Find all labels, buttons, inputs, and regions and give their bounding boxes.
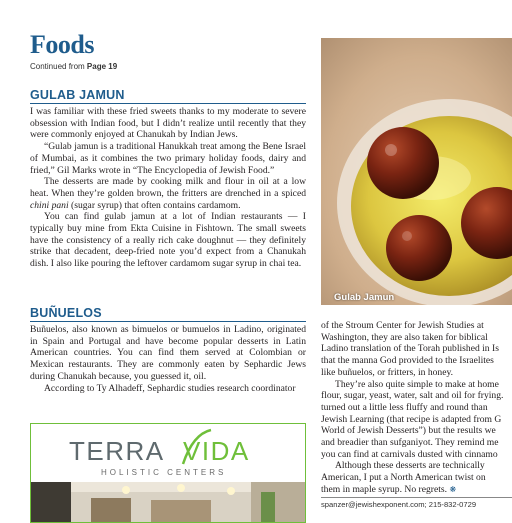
right-p1-line: of the Stroum Center for Jewish Studies at: [321, 320, 484, 331]
continued-prefix: Continued from: [30, 62, 87, 71]
right-p3-line: [321, 484, 512, 496]
right-p2-line: you can find at carnivals dusted with cinnamo: [321, 448, 498, 460]
bunuelos-paragraph-2: According to Ty Alhadeff, Sephardic studies research coordinator: [44, 382, 296, 394]
right-p2-line: flour, sugar, yeast, water, salt and oil for frying.: [321, 390, 504, 402]
right-p2-line: World of Jewish Desserts”) but the results we: [321, 425, 496, 437]
ad-logo-vida: VIDA: [183, 436, 250, 466]
gulab-paragraph-1: I was familiar with these fried sweets thanks to my moderate to severe obsession with Indian food, but I didn’t realize until recently that they were commonly enjoyed at Chanukah by Indian Jews.: [30, 106, 306, 141]
author-contact[interactable]: spanzer@jewishexponent.com; 215-832-0729: [321, 500, 477, 509]
right-p1-line: Ladino translation of the Torah published in Is: [321, 343, 499, 355]
continued-from-line: [30, 62, 117, 71]
right-p1-line: like buñuelos, or fritters, in honey.: [321, 366, 454, 378]
ad-logo-terra: TERRA: [69, 436, 165, 466]
leaf-swoosh-icon: [179, 428, 215, 468]
bunuelos-paragraph-1: Buñuelos, also known as bimuelos or bumuelos in Ladino, originated in Spain and Portugal and have become popular desserts in Latin American countries. You can find them served at Colombian or Mexican restaurants. They are commonly eaten by Sephardic Jews during Chanukah because, you guessed it, oil.: [30, 324, 306, 382]
ad-interior-photo: [31, 482, 306, 523]
right-p3-line: Although these desserts are technically: [335, 460, 485, 472]
gulab-paragraph-2: “Gulab jamun is a traditional Hanukkah treat among the Bene Israel of Mumbai, as it combines the two primary holiday foods, dairy and fried,” Gil Marks wrote in “The Encyclopedia of Jewish Food.”: [30, 141, 306, 176]
right-p2-line: Jewish Learning (that recipe is adapted from G: [321, 413, 502, 425]
heading-rule: [30, 103, 306, 104]
end-mark-icon: ❋: [449, 484, 457, 494]
gulab-p3-text-a: The desserts are made by cooking milk and flour in oil at a low heat. When they’re golden brown, the fritters are drenched in a spiced: [30, 176, 306, 199]
gulab-p3-term: chini pani: [30, 199, 69, 211]
right-p3-line: American, I put a North American twist on: [321, 472, 486, 484]
article-right-column: [321, 320, 512, 496]
gulab-jamun-image: [321, 38, 512, 305]
footer-rule: [321, 497, 512, 498]
gulab-jamun-photo: [321, 38, 512, 305]
right-p2-line: and breadier than sufganiyot. They remind me: [321, 437, 499, 449]
gulab-p3-text-b: (sugar syrup) that often contains cardamom.: [68, 199, 241, 211]
photo-caption: Gulab Jamun: [334, 292, 395, 303]
continued-page-link[interactable]: Page 19: [86, 62, 118, 71]
section-title: Foods: [30, 30, 94, 59]
heading-gulab-jamun: GULAB JAMUN: [30, 88, 125, 102]
gulab-paragraph-3: [30, 176, 306, 211]
right-p2-line: They’re also quite simple to make at home: [335, 378, 499, 390]
gulab-paragraph-4: You can find gulab jamun at a lot of Indian restaurants — I typically buy mine from Ekta Cuisine in Fishtown. The small sweets have the consistency of a really rich cake doughnut — they definitely strike that decadent, deep-fried note you’d expect from a Chanukah dish. I also like pouring the leftover cardamom sugar syrup in chai tea.: [30, 211, 306, 270]
terravida-advertisement[interactable]: [30, 423, 306, 523]
article-gulab-body: [30, 106, 306, 270]
heading-rule: [30, 321, 306, 322]
right-p1-line: that the manna God provided to the Israelites: [321, 355, 494, 367]
right-p1-line: Washington, they are also taken for biblical: [321, 331, 488, 343]
right-p2-line: turned out a little less fluffy and round than: [321, 401, 488, 413]
heading-bunuelos: BUÑUELOS: [30, 306, 102, 320]
right-p3-text: them in maple syrup. No regrets.: [321, 483, 448, 495]
ad-tagline: HOLISTIC CENTERS: [101, 468, 227, 477]
article-bunuelos-body: [30, 324, 306, 394]
